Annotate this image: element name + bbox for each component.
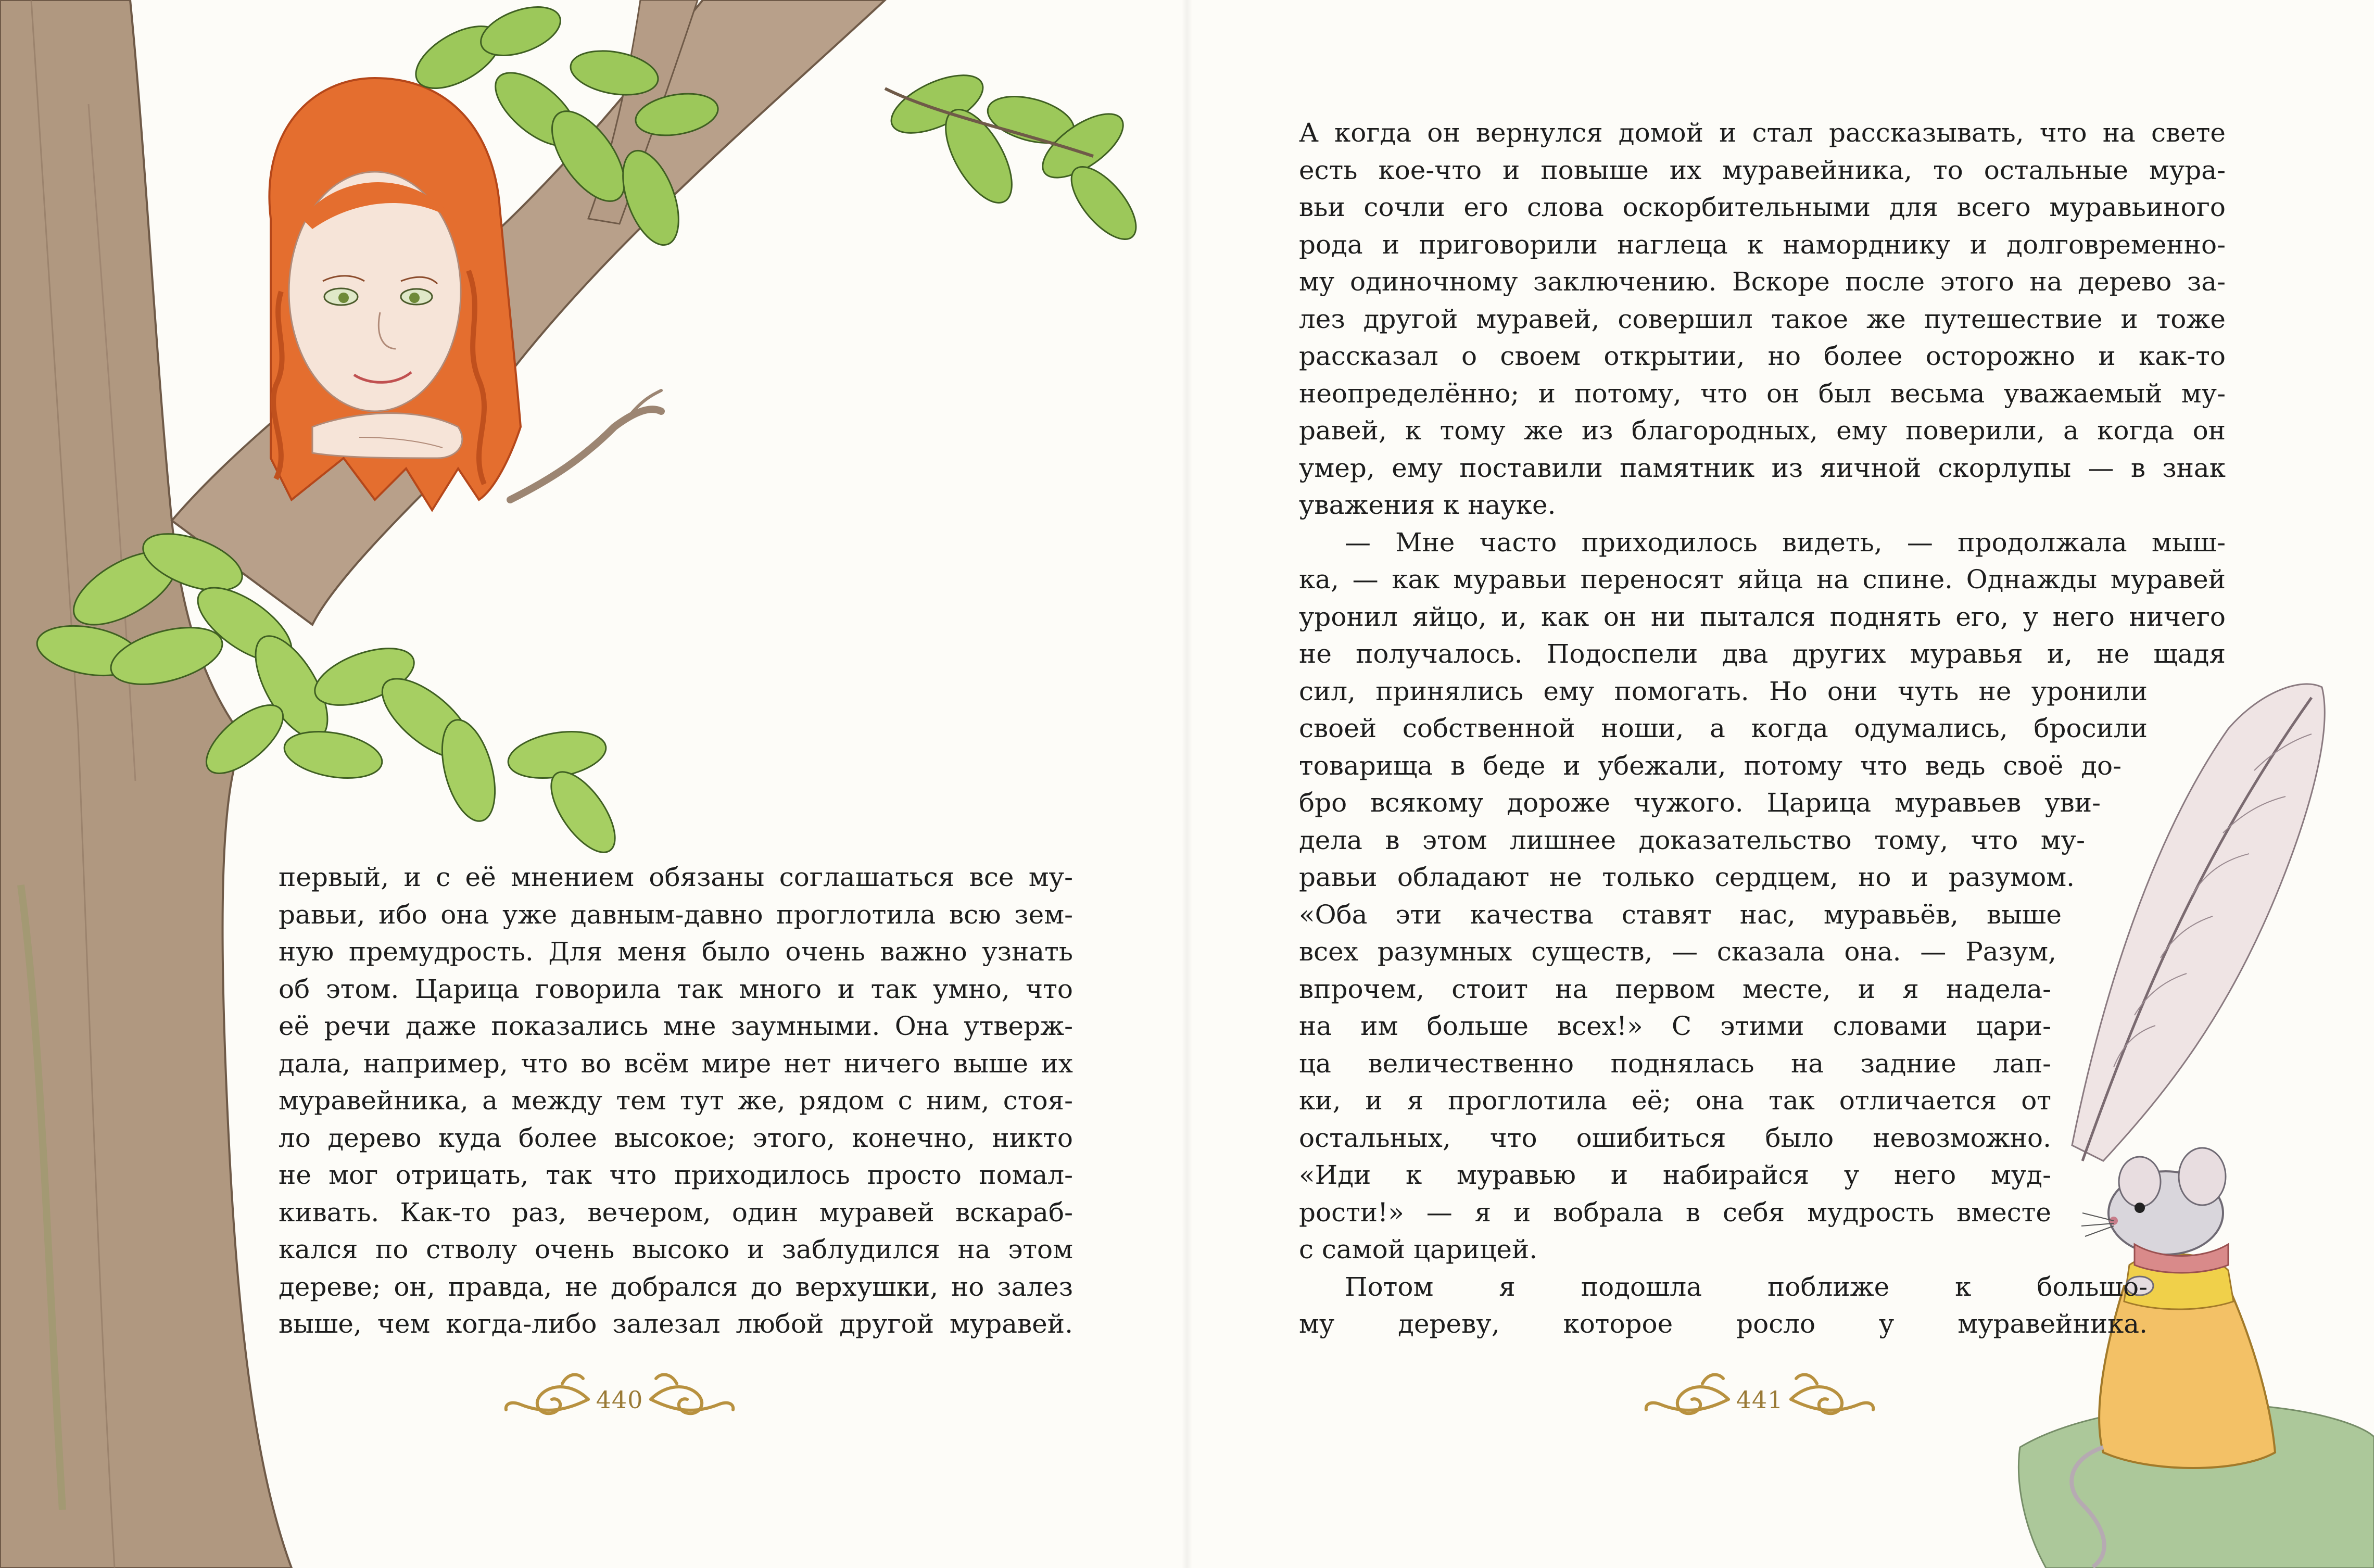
text-line: му дереву, которое росло у муравейника. xyxy=(1299,1309,2148,1339)
text-line: первый, и с её мнением обязаны соглашаться все му- xyxy=(279,862,1073,892)
text-line: бро всякому дороже чужого. Царица муравьев уви- xyxy=(1299,788,2101,818)
text-line: остальных, что ошибиться было невозможно. xyxy=(1299,1122,2051,1153)
right-page xyxy=(1187,0,2374,1568)
left-page-text xyxy=(279,859,1073,1343)
text-line: А когда он вернулся домой и стал рассказывать, что на свете xyxy=(1299,118,2226,148)
text-line: уважения к науке. xyxy=(1299,490,1556,520)
text-line: кивать. Как-то раз, вечером, один муравей вскараб- xyxy=(279,1197,1073,1228)
text-line: своей собственной ноши, а когда одумались, бросили xyxy=(1299,713,2148,743)
page-number: 440 xyxy=(596,1386,643,1414)
text-line: умер, ему поставили памятник из яичной скорлупы — в знак xyxy=(1299,452,2226,483)
girl-figure xyxy=(269,78,521,510)
text-line: рости!» — я и вобрала в себя мудрость вместе xyxy=(1299,1197,2051,1228)
text-line: есть кое-что и повыше их муравейника, то остальные мура- xyxy=(1299,155,2226,185)
text-line: — Мне часто приходилось видеть, — продолжала мыш- xyxy=(1345,527,2226,558)
text-line: вьи сочли его слова оскорбительными для всего муравьиного xyxy=(1299,192,2226,222)
text-line: дела в этом лишнее доказательство тому, что му- xyxy=(1299,825,2085,855)
text-line: не получалось. Подоспели два других муравья и, не щадя xyxy=(1299,639,2226,669)
text-line: равьи, ибо она уже давным-давно проглотила всю зем- xyxy=(279,899,1073,930)
text-line: Потом я подошла поближе к большо- xyxy=(1345,1271,2148,1302)
text-line: «Иди к муравью и набирайся у него муд- xyxy=(1299,1160,2051,1190)
text-line: ную премудрость. Для меня было очень важно узнать xyxy=(279,937,1073,967)
page-folio-left xyxy=(500,1363,739,1431)
text-line: выше, чем когда-либо залезал любой другой муравей. xyxy=(279,1309,1073,1339)
text-line: ка, — как муравьи переносят яйца на спине. Однажды муравей xyxy=(1299,564,2226,595)
text-line: неопределённо; и потому, что он был весьма уважаемый му- xyxy=(1299,378,2226,409)
page-number: 441 xyxy=(1736,1386,1784,1414)
text-line: дереве; он, правда, не добрался до верхушки, но залез xyxy=(279,1271,1073,1302)
text-line: уронил яйцо, и, как он ни пытался поднять его, у него ничего xyxy=(1299,601,2226,632)
text-line: кался по стволу очень высоко и заблудился на этом xyxy=(279,1234,1073,1264)
text-line: ло дерево куда более высокое; этого, конечно, никто xyxy=(279,1122,1073,1153)
text-line: с самой царицей. xyxy=(1299,1234,1538,1264)
text-line: равьи обладают не только сердцем, но и разумом. xyxy=(1299,862,2075,892)
text-line: ца величественно поднялась на задние лап- xyxy=(1299,1048,2051,1079)
text-line: дала, например, что во всём мире нет ничего выше их xyxy=(279,1048,1073,1079)
text-line: равей, к тому же из благородных, ему поверили, а когда он xyxy=(1299,415,2226,446)
text-line: рассказал о своем открытии, но более осторожно и как-то xyxy=(1299,341,2226,371)
text-line: муравейника, а между тем тут же, рядом с ним, стоя- xyxy=(279,1085,1073,1116)
text-line: впрочем, стоит на первом месте, и я надела- xyxy=(1299,973,2051,1004)
text-line: на им больше всех!» С этими словами цари- xyxy=(1299,1011,2051,1041)
text-line: му одиночному заключению. Вскоре после этого на дерево за- xyxy=(1299,267,2226,297)
tree-trunk xyxy=(0,0,292,1568)
right-page-text xyxy=(1299,115,2226,1343)
text-line: «Оба эти качества ставят нас, муравьёв, выше xyxy=(1299,899,2062,930)
page-folio-right xyxy=(1640,1363,1879,1431)
text-line: её речи даже показались мне заумными. Она утверж- xyxy=(279,1011,1073,1041)
text-line: об этом. Царица говорила так много и так умно, что xyxy=(279,973,1073,1004)
text-line: сил, принялись ему помогать. Но они чуть не уронили xyxy=(1299,676,2148,706)
text-line: ки, и я проглотила её; она так отличается от xyxy=(1299,1085,2051,1116)
text-line: не мог отрицать, так что приходилось просто помал- xyxy=(279,1160,1073,1190)
text-line: всех разумных существ, — сказала она. — Разум, xyxy=(1299,937,2056,967)
text-line: лез другой муравей, совершил такое же путешествие и тоже xyxy=(1299,304,2226,334)
text-line: рода и приговорили наглеца к наморднику и долговременно- xyxy=(1299,229,2226,260)
text-line: товарища в беде и убежали, потому что ведь своё до- xyxy=(1299,750,2122,781)
